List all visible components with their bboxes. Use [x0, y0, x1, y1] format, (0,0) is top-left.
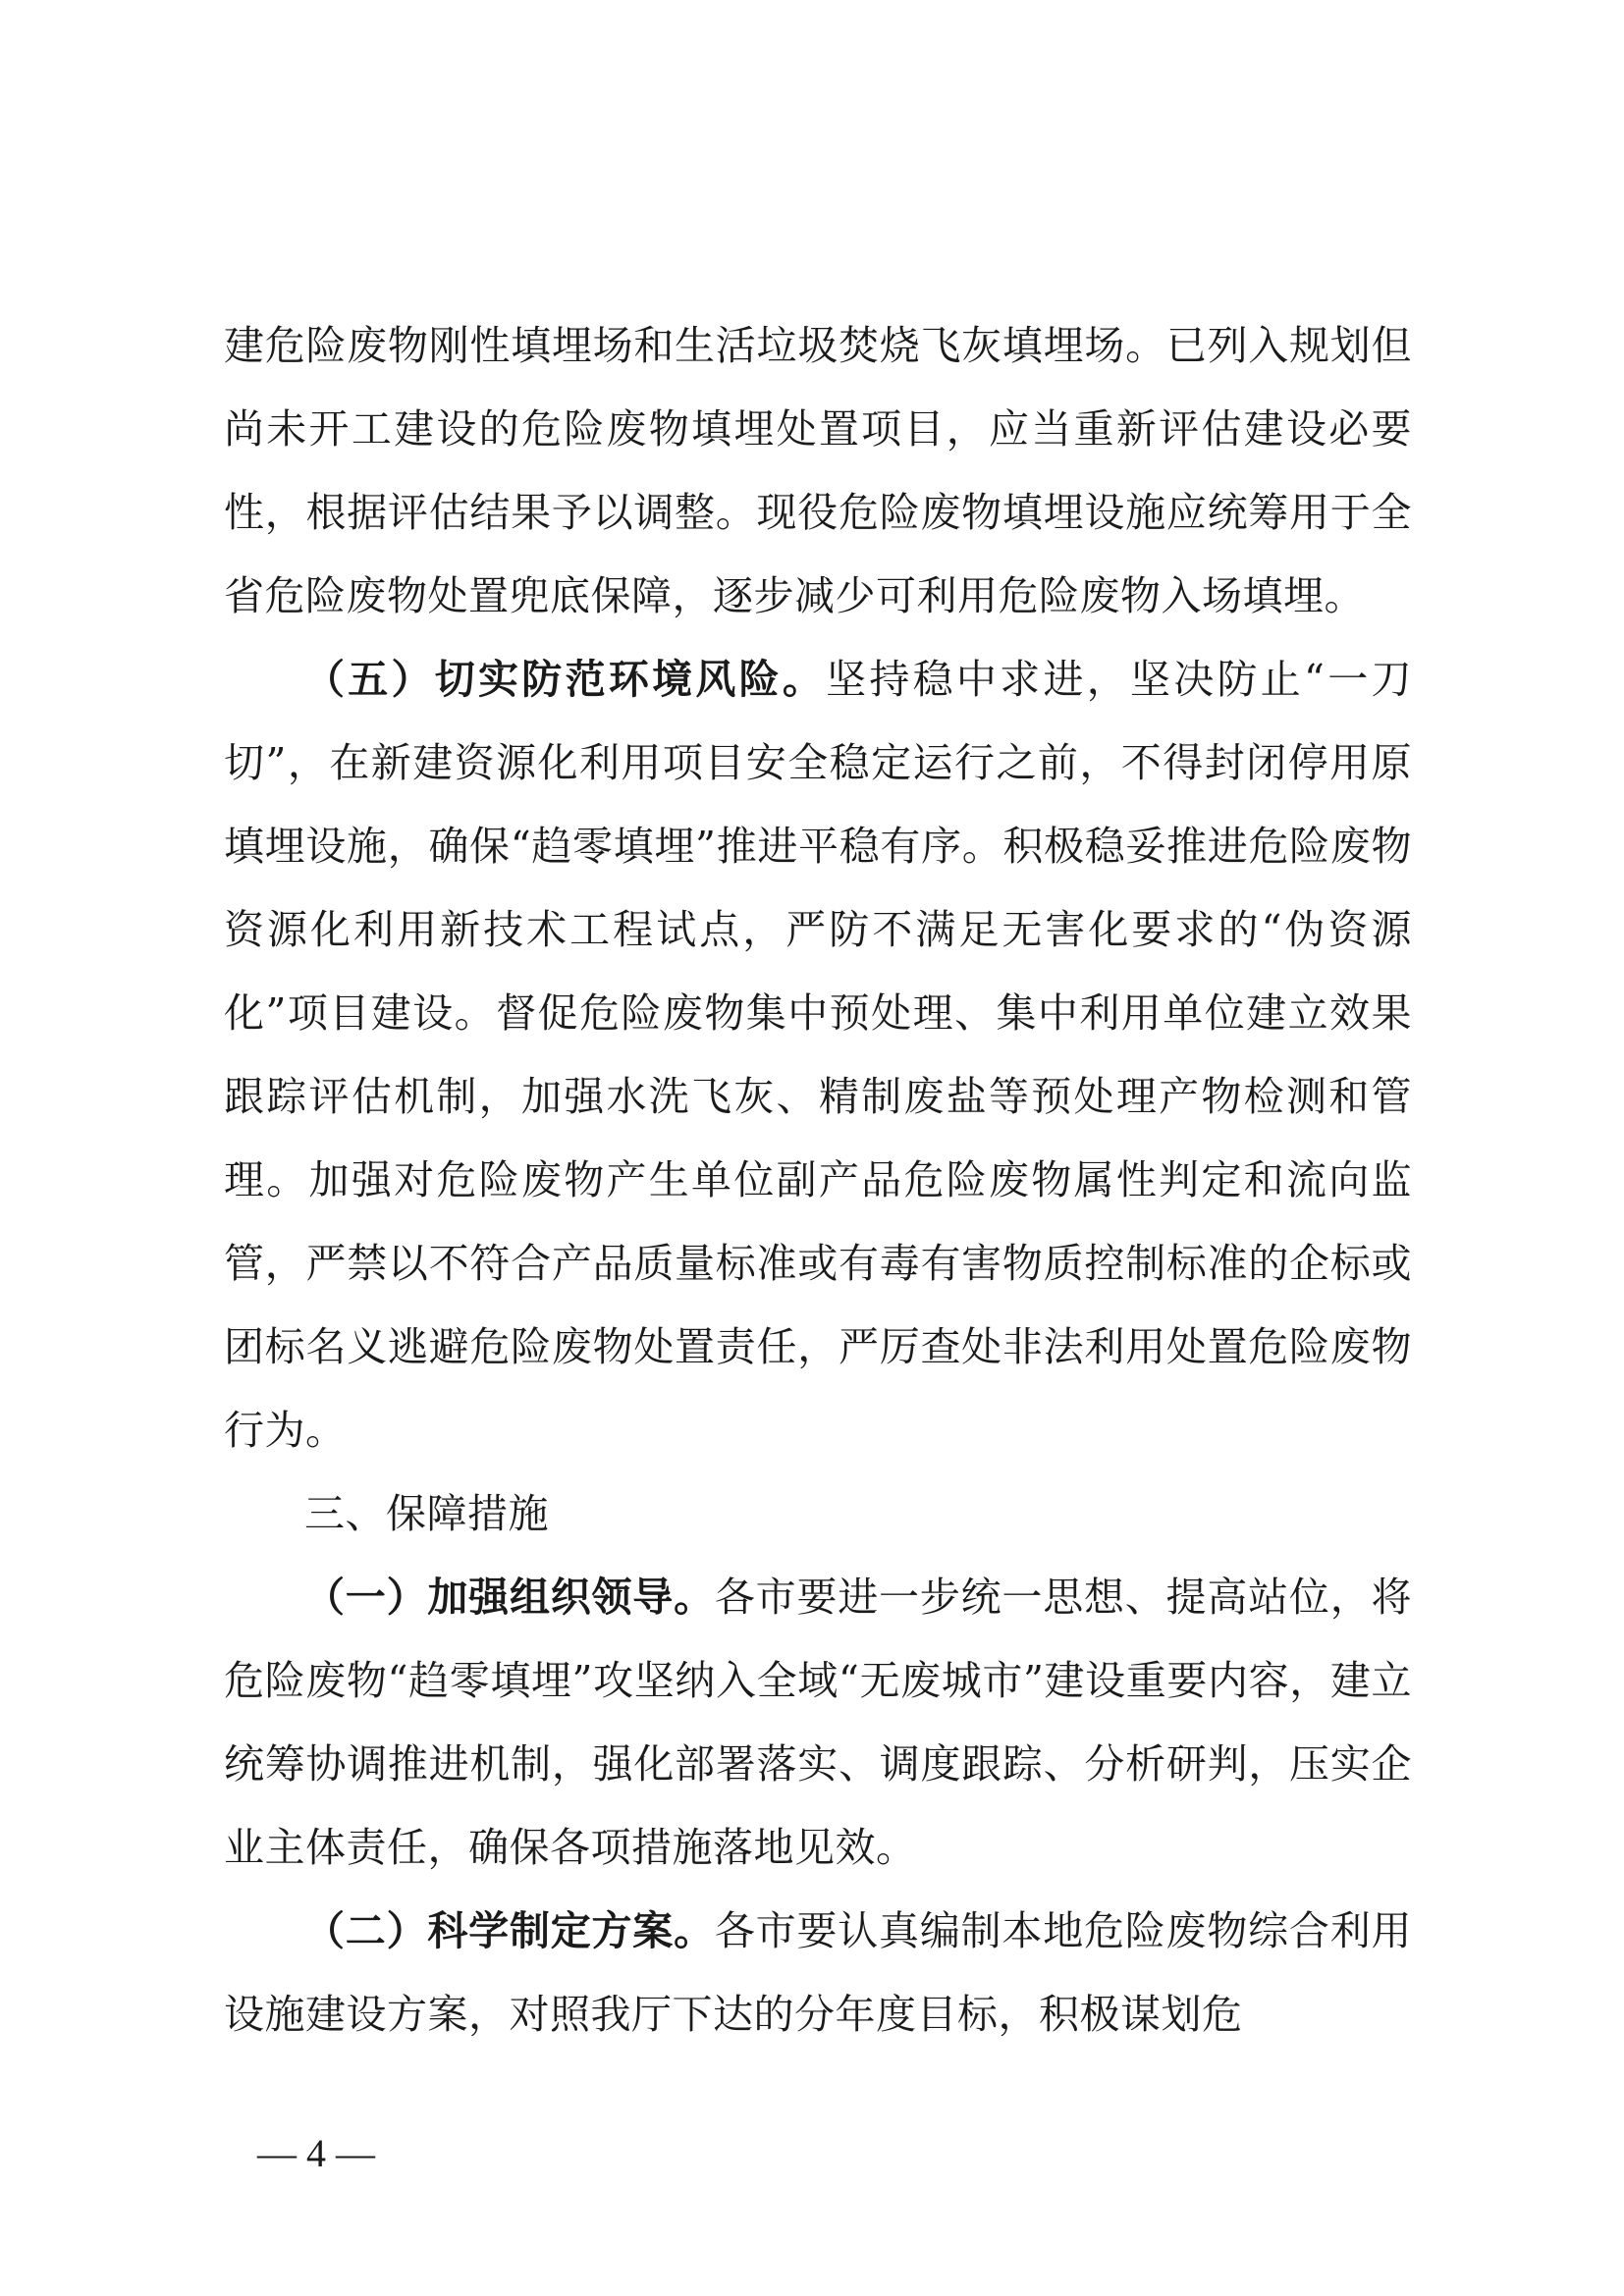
paragraph-lead-heading: （一）加强组织领导。	[304, 1574, 715, 1621]
paragraph-lead-heading: （五）切实防范环境风险。	[304, 656, 827, 703]
paragraph-text: 各市要进一步统一思想、提高站位，将危险废物“趋零填埋”攻坚纳入全域“无废城市”建设重要内容，建立统筹协调推进机制，强化部署落实、调度跟踪、分析研判，压实企业主体责任，确保各项措施落地见效。	[224, 1574, 1413, 1871]
section-heading-text: 三、保障措施	[304, 1490, 549, 1537]
paragraph-lead-heading: （二）科学制定方案。	[304, 1907, 715, 1954]
document-body	[224, 304, 1412, 2056]
paragraph-text: 建危险废物刚性填埋场和生活垃圾焚烧飞灰填埋场。已列入规划但尚未开工建设的危险废物填埋处置项目，应当重新评估建设必要性，根据评估结果予以调整。现役危险废物填埋设施应统筹用于全省危险废物处置兜底保障，逐步减少可利用危险废物入场填埋。	[224, 322, 1412, 619]
paragraph-five-environmental-risk	[224, 638, 1412, 1472]
paragraph-one-organization	[224, 1556, 1412, 1890]
paragraph-text: 各市要认真编制本地危险废物综合利用设施建设方案，对照我厅下达的分年度目标，积极谋划危	[224, 1907, 1413, 2038]
paragraph-continuation	[224, 304, 1412, 638]
section-heading-safeguards	[224, 1472, 1412, 1556]
paragraph-text: 坚持稳中求进，坚决防止“一刀切”，在新建资源化利用项目安全稳定运行之前，不得封闭停用原填埋设施，确保“趋零填埋”推进平稳有序。积极稳妥推进危险废物资源化利用新技术工程试点，严防不满足无害化要求的“伪资源化”项目建设。督促危险废物集中预处理、集中利用单位建立效果跟踪评估机制，加强水洗飞灰、精制废盐等预处理产物检测和管理。加强对危险废物产生单位副产品危险废物属性判定和流向监管，严禁以不符合产品质量标准或有毒有害物质控制标准的企标或团标名义逃避危险废物处置责任，严厉查处非法利用处置危险废物行为。	[224, 656, 1412, 1454]
page-number: — 4 —	[257, 2131, 375, 2175]
paragraph-two-plan	[224, 1890, 1412, 2056]
